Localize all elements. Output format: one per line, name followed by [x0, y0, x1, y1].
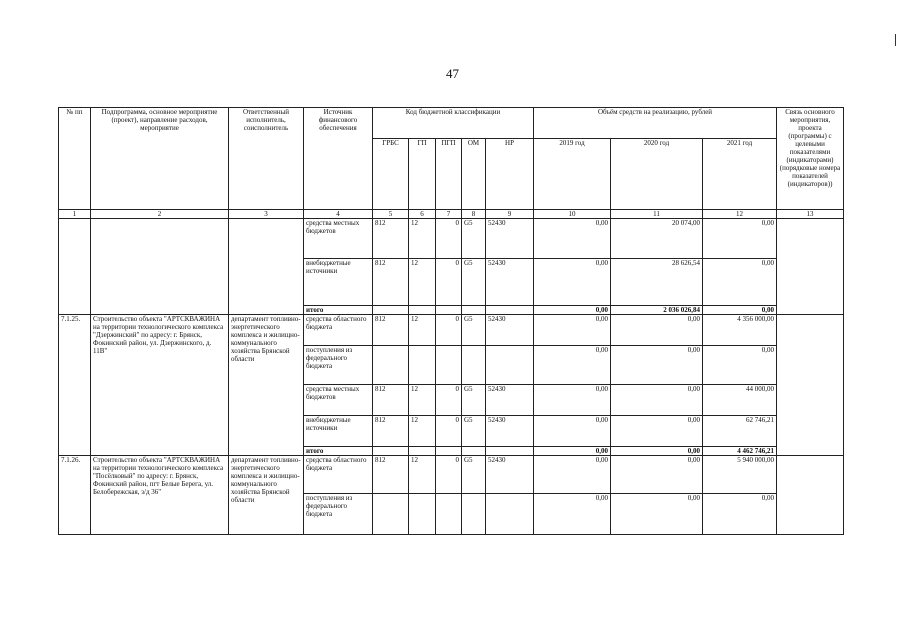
cell-np: 52430	[486, 259, 534, 306]
header-2020: 2020 год	[611, 139, 703, 210]
cell-source: внебюджетные источники	[304, 416, 373, 447]
cell-2019: 0,00	[534, 219, 611, 259]
cell-2019: 0,00	[534, 456, 611, 494]
cell-gp: 12	[409, 456, 436, 494]
cell-2020: 0,00	[611, 494, 703, 535]
cell-pgp: 0	[436, 416, 462, 447]
cell-om: G5	[462, 416, 486, 447]
cell-2019: 0,00	[534, 315, 611, 346]
cell-grbs: 812	[373, 315, 409, 346]
cell-pgp: 0	[436, 456, 462, 494]
header-num: № пп	[59, 108, 91, 210]
cell-2021: 4 356 000,00	[703, 315, 777, 346]
cell-grbs: 812	[373, 259, 409, 306]
cell-empty	[409, 447, 436, 456]
cell-gp: 12	[409, 315, 436, 346]
page-number: 47	[446, 66, 459, 81]
cell-empty	[462, 306, 486, 315]
cell-empty	[436, 306, 462, 315]
cell-2021: 5 940 000,00	[703, 456, 777, 494]
cell-empty	[462, 494, 486, 535]
cell-2020: 2 036 026,84	[611, 306, 703, 315]
cell-empty	[436, 346, 462, 385]
cell-2020: 0,00	[611, 456, 703, 494]
cell-executor: департамент топливно-энергетического комплекса и жилищно-коммунального хозяйства Брянской области	[229, 456, 304, 535]
cell-2019: 0,00	[534, 259, 611, 306]
cell-pgp: 0	[436, 315, 462, 346]
col-number: 13	[777, 210, 844, 219]
cell-2019: 0,00	[534, 346, 611, 385]
cell-empty	[486, 494, 534, 535]
cell-empty	[409, 346, 436, 385]
col-number: 1	[59, 210, 91, 219]
cell-2020: 28 626,54	[611, 259, 703, 306]
header-pgp: ПГП	[436, 139, 462, 210]
column-numbers-row	[59, 210, 844, 219]
cell-2020: 0,00	[611, 447, 703, 456]
cell-empty	[409, 306, 436, 315]
cell-2019: 0,00	[534, 306, 611, 315]
cell-2020: 0,00	[611, 416, 703, 447]
cell-2020: 0,00	[611, 315, 703, 346]
cell-2021: 0,00	[703, 306, 777, 315]
cell-source: поступления из федерального бюджета	[304, 494, 373, 535]
cell-source: поступления из федерального бюджета	[304, 346, 373, 385]
cell-total-label: итого	[304, 306, 373, 315]
col-number: 6	[409, 210, 436, 219]
cell-empty	[373, 306, 409, 315]
cell-empty	[229, 219, 304, 315]
col-number: 4	[304, 210, 373, 219]
cell-empty	[777, 315, 844, 456]
cell-2020: 20 074,00	[611, 219, 703, 259]
cell-np: 52430	[486, 315, 534, 346]
cell-grbs: 812	[373, 416, 409, 447]
cell-2021: 0,00	[703, 494, 777, 535]
cell-source: средства областного бюджета	[304, 456, 373, 494]
cell-total-label: итого	[304, 447, 373, 456]
cell-np: 52430	[486, 385, 534, 416]
cell-om: G5	[462, 259, 486, 306]
col-number: 10	[534, 210, 611, 219]
header-2019: 2019 год	[534, 139, 611, 210]
col-number: 12	[703, 210, 777, 219]
header-2021: 2021 год	[703, 139, 777, 210]
table-row	[59, 315, 844, 346]
cell-num: 7.1.26.	[59, 456, 91, 535]
cell-2021: 44 000,00	[703, 385, 777, 416]
cell-empty	[409, 494, 436, 535]
cell-pgp: 0	[436, 219, 462, 259]
cell-2019: 0,00	[534, 416, 611, 447]
header-volume: Объём средств на реализацию, рублей	[534, 108, 777, 139]
cell-empty	[777, 456, 844, 535]
col-number: 2	[91, 210, 229, 219]
cell-2019: 0,00	[534, 447, 611, 456]
cell-empty	[486, 346, 534, 385]
header-budget-code: Код бюджетной классификации	[373, 108, 534, 139]
budget-table	[58, 107, 844, 535]
cell-executor: департамент топливно-энергетического комплекса и жилищно-коммунального хозяйства Брянской области	[229, 315, 304, 456]
cell-2021: 62 746,21	[703, 416, 777, 447]
cell-empty	[462, 346, 486, 385]
cell-empty	[373, 494, 409, 535]
cell-empty	[486, 447, 534, 456]
col-number: 7	[436, 210, 462, 219]
cell-om: G5	[462, 456, 486, 494]
cell-empty	[373, 447, 409, 456]
cell-2019: 0,00	[534, 494, 611, 535]
header-grbs: ГРБС	[373, 139, 409, 210]
cell-empty	[462, 447, 486, 456]
col-number: 8	[462, 210, 486, 219]
cell-pgp: 0	[436, 385, 462, 416]
col-number: 3	[229, 210, 304, 219]
cell-2021: 0,00	[703, 219, 777, 259]
cell-source: внебюджетные источники	[304, 259, 373, 306]
cell-gp: 12	[409, 259, 436, 306]
cell-num: 7.1.25.	[59, 315, 91, 456]
cell-2019: 0,00	[534, 385, 611, 416]
header-executor: Ответственный исполнитель, соисполнитель	[229, 108, 304, 210]
cell-om: G5	[462, 385, 486, 416]
cell-2021: 0,00	[703, 346, 777, 385]
cell-2021: 4 462 746,21	[703, 447, 777, 456]
cell-event-name: Строительство объекта "АРТСКВАЖИНА на территории технологического комплекса "Посёлковый" по адресу: г. Брянск, Фокинский район, пгт Белые Берега, ул. Белобережская, з/д 36"	[91, 456, 229, 535]
cell-empty	[59, 219, 91, 315]
cell-empty	[777, 219, 844, 315]
cell-2020: 0,00	[611, 385, 703, 416]
cell-2020: 0,00	[611, 346, 703, 385]
header-om: ОМ	[462, 139, 486, 210]
col-number: 9	[486, 210, 534, 219]
cell-empty	[436, 494, 462, 535]
cell-np: 52430	[486, 219, 534, 259]
cell-np: 52430	[486, 416, 534, 447]
cell-empty	[436, 447, 462, 456]
header-link: Связь основного мероприятия, проекта (программы) с целевыми показателями (индикаторами) (порядковые номера показателей (индикаторов))	[777, 108, 844, 210]
cell-np: 52430	[486, 456, 534, 494]
header-source: Источник финансового обеспечения	[304, 108, 373, 210]
cell-gp: 12	[409, 219, 436, 259]
header-row-1	[59, 108, 844, 139]
cell-grbs: 812	[373, 219, 409, 259]
cell-empty	[373, 346, 409, 385]
cell-source: средства местных бюджетов	[304, 219, 373, 259]
col-number: 11	[611, 210, 703, 219]
cell-grbs: 812	[373, 456, 409, 494]
cell-source: средства местных бюджетов	[304, 385, 373, 416]
cell-gp: 12	[409, 416, 436, 447]
table-row	[59, 219, 844, 259]
cell-empty	[486, 306, 534, 315]
col-number: 5	[373, 210, 409, 219]
cell-om: G5	[462, 315, 486, 346]
scan-edge-mark	[895, 34, 896, 46]
cell-om: G5	[462, 219, 486, 259]
cell-source: средства областного бюджета	[304, 315, 373, 346]
header-gp: ГП	[409, 139, 436, 210]
cell-event-name: Строительство объекта "АРТСКВАЖИНА на территории технологического комплекса "Дзержинский" по адресу: г. Брянск, Фокинский район, ул. Дзержинского, д. 11В"	[91, 315, 229, 456]
cell-2021: 0,00	[703, 259, 777, 306]
cell-pgp: 0	[436, 259, 462, 306]
table-row	[59, 456, 844, 494]
header-subprogram: Подпрограмма, основное мероприятие (проект), направление расходов, мероприятие	[91, 108, 229, 210]
cell-gp: 12	[409, 385, 436, 416]
cell-grbs: 812	[373, 385, 409, 416]
cell-empty	[91, 219, 229, 315]
header-np: НР	[486, 139, 534, 210]
